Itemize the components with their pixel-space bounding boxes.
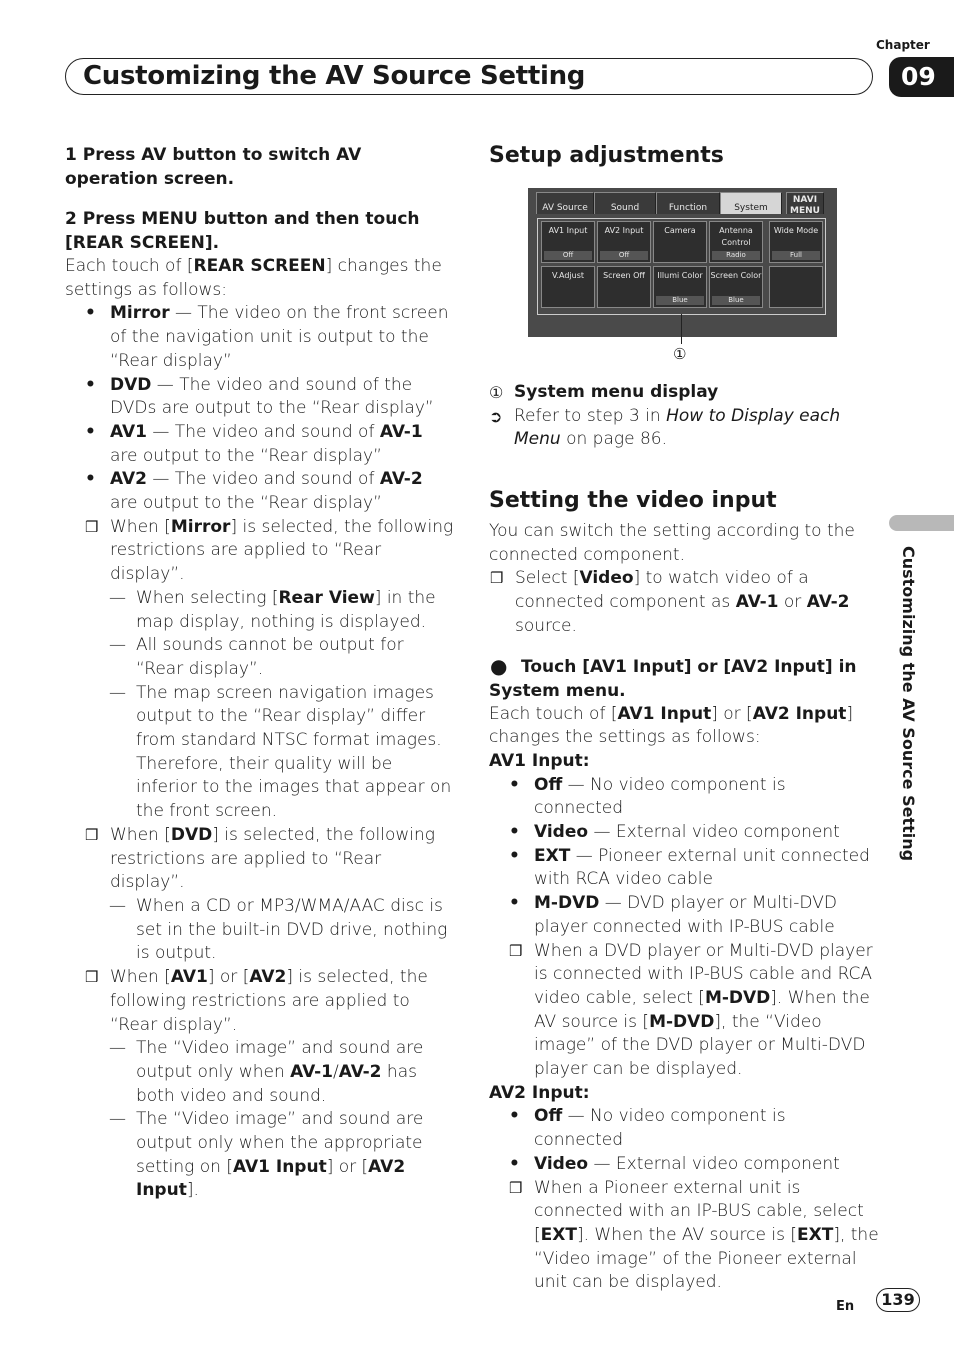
- screen-tab-navi: NAVI MENU: [786, 192, 824, 214]
- screen-cell-empty: [769, 266, 823, 308]
- step-2: 2 Press MENU button and then touch [REAR SCREEN].: [65, 209, 420, 253]
- chapter-label: Chapter: [876, 38, 930, 52]
- list-item: • Off — No video component is connected: [509, 1106, 786, 1151]
- chapter-number: 09: [889, 57, 954, 97]
- dash-item: — All sounds cannot be output for “Rear display”.: [109, 635, 404, 679]
- video-intro: You can switch the setting according to the connected component.: [489, 521, 855, 565]
- reference: ➲ Refer to step 3 in How to Display each Menu on page 86.: [489, 405, 841, 450]
- note-item: ❒ When a Pioneer external unit is connected with an IP-BUS cable, select [EXT]. When the AV source is [EXT], the “Video image” of the Pioneer external unit can be displayed.: [509, 1177, 879, 1293]
- heading-video: Setting the video input: [489, 488, 777, 513]
- note-item: ❒ When [AV1] or [AV2] is selected, the following restrictions are applied to “Rear display”.: [85, 967, 428, 1035]
- side-tab-marker: [889, 515, 954, 531]
- note-item: ❒ When a DVD player or Multi-DVD player is connected with IP-BUS cable and RCA video cable, select [M-DVD]. When the AV source is [M-DVD], the “Video image” of the DVD player or Multi-DVD player can be displayed.: [509, 940, 873, 1080]
- av1-heading: AV1 Input:: [489, 750, 590, 771]
- screen-cell: AV1 Input Off: [541, 221, 595, 263]
- language-label: En: [836, 1299, 855, 1314]
- screen-cell: Camera: [653, 221, 707, 263]
- screen-tab: Sound: [594, 192, 656, 214]
- screen-tab: AV Source: [536, 192, 594, 214]
- list-item: • DVD — The video and sound of the DVDs are output to the “Rear display”: [85, 374, 434, 419]
- list-item: • AV1 — The video and sound of AV-1 are output to the “Rear display”: [85, 421, 423, 466]
- each-touch-text: Each touch of [AV1 Input] or [AV2 Input] changes the settings as follows:: [489, 703, 854, 748]
- left-column: [65, 143, 455, 1203]
- dash-item: — The map screen navigation images output to the “Rear display” differ from standard NTSC format images. Therefore, their quality will be inferior to the images that appear on the front screen.: [109, 682, 452, 822]
- screen-tab-selected: System: [720, 192, 782, 214]
- callout-number: ①: [673, 345, 687, 363]
- screen-tab: Function: [656, 192, 720, 214]
- note-item: ❒ Select [Video] to watch video of a connected component as AV-1 or AV-2 source.: [490, 568, 850, 636]
- side-tab-text: Customizing the AV Source Setting: [899, 546, 918, 862]
- screen-cell: Screen Off: [597, 266, 651, 308]
- screen-cell: Illumi Color Blue: [653, 266, 707, 308]
- list-item: • M-DVD — DVD player or Multi-DVD player connected with IP-BUS cable: [509, 893, 837, 937]
- screen-cell: Wide Mode Full: [769, 221, 823, 263]
- note-item: ❒ When [Mirror] is selected, the following restrictions are applied to “Rear display”.: [85, 516, 454, 585]
- heading-setup: Setup adjustments: [489, 143, 724, 168]
- list-item: • AV2 — The video and sound of AV-2 are output to the “Rear display”: [85, 469, 423, 514]
- list-item: • Mirror — The video on the front screen of the navigation unit is output to the “Rear display”: [85, 303, 449, 371]
- screen-cell: Screen Color Blue: [709, 266, 763, 308]
- list-item: • Video — External video component: [509, 822, 840, 843]
- av2-heading: AV2 Input:: [489, 1082, 590, 1103]
- right-column: [489, 520, 879, 1295]
- dash-item: — When selecting [Rear View] in the map display, nothing is displayed.: [109, 587, 436, 632]
- step-touch: ● Touch [AV1 Input] or [AV2 Input] in System menu.: [489, 653, 857, 701]
- screen-cell: V.Adjust: [541, 266, 595, 308]
- system-menu-screenshot: [528, 188, 837, 337]
- list-item: • Off — No video component is connected: [509, 774, 786, 819]
- dash-item: — The “Video image” and sound are output only when AV-1/AV-2 has both video and sound.: [109, 1038, 424, 1106]
- caption: ① System menu display: [489, 382, 719, 402]
- screen-cell: Antenna Control Radio: [709, 221, 763, 263]
- intro-text: Each touch of [REAR SCREEN] changes the settings as follows:: [65, 256, 442, 300]
- dash-item: — When a CD or MP3/WMA/AAC disc is set in the built-in DVD drive, nothing is output.: [109, 895, 448, 964]
- screen-cell: AV2 Input Off: [597, 221, 651, 263]
- page-title: Customizing the AV Source Setting: [83, 61, 586, 91]
- callout-line: [681, 314, 682, 344]
- dash-item: — The “Video image” and sound are output only when the appropriate setting on [AV1 Input] or [AV2 Input].: [109, 1109, 424, 1201]
- right-column-top: [489, 381, 864, 452]
- page-number: 139: [876, 1288, 920, 1312]
- step-1: 1 Press AV button to switch AV operation screen.: [65, 145, 362, 189]
- list-item: • Video — External video component: [509, 1153, 840, 1174]
- note-item: ❒ When [DVD] is selected, the following restrictions are applied to “Rear display”.: [85, 824, 435, 893]
- list-item: • EXT — Pioneer external unit connected with RCA video cable: [509, 845, 870, 890]
